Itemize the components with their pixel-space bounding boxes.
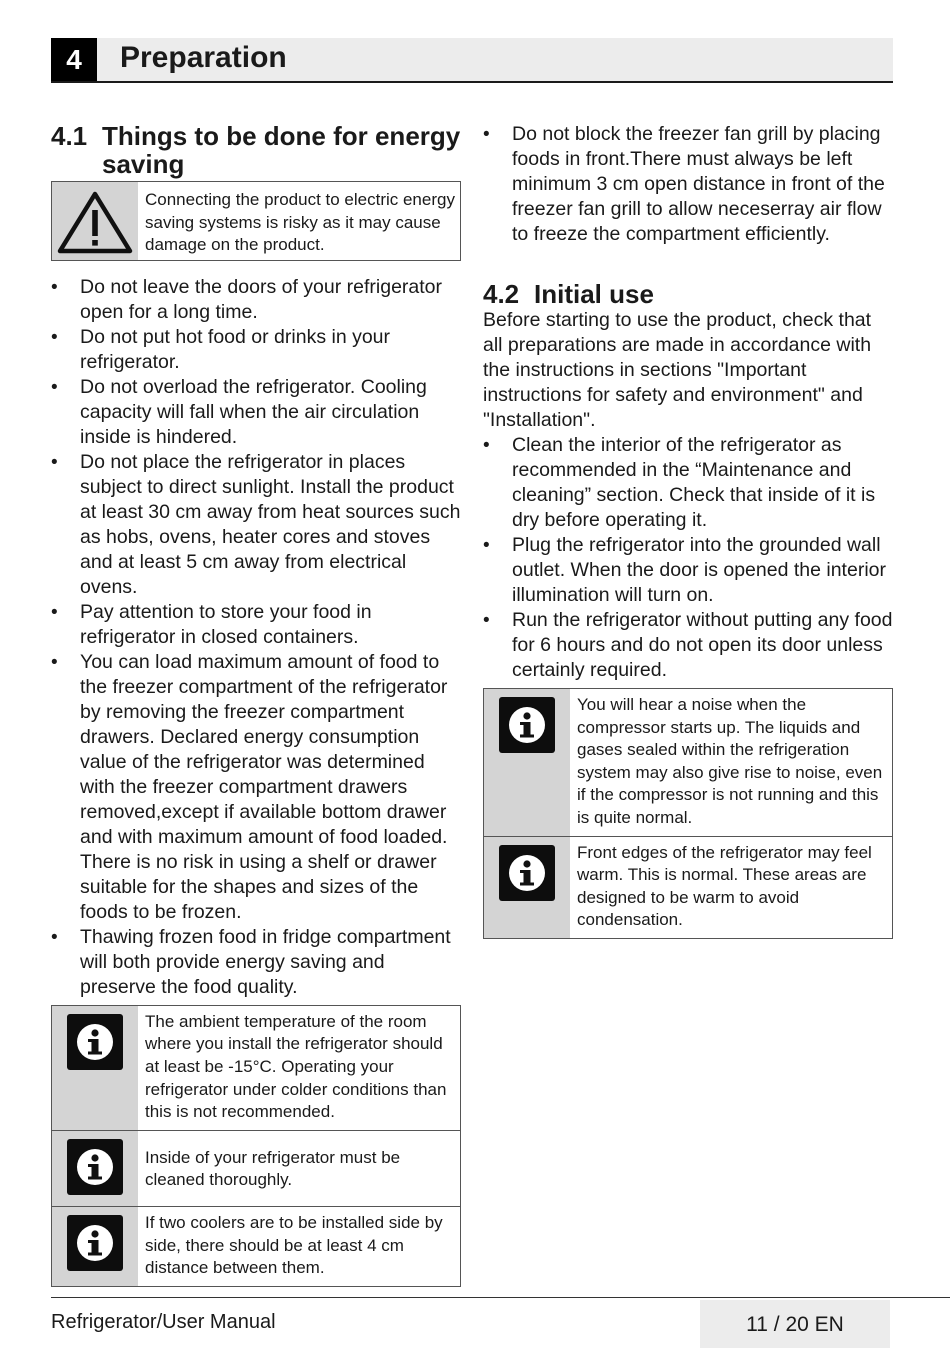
- section-title: Initial use: [534, 279, 654, 309]
- warning-icon-cell: [52, 182, 138, 260]
- section-4-1-heading: [51, 122, 461, 178]
- info-note: [483, 837, 893, 939]
- info-icon-cell: [52, 1006, 138, 1130]
- list-item: • Do not overload the refrigerator. Cooling capacity will fall when the air circulation inside is hindered.: [51, 375, 461, 450]
- section-number: 4.2: [483, 279, 520, 309]
- info-note-text: Inside of your refrigerator must be cleaned thoroughly.: [138, 1131, 460, 1206]
- info-note-text: You will hear a noise when the compressor starts up. The liquids and gases sealed within the refrigeration system may also give rise to noise, even if the compressor is not running and this is quite normal.: [570, 689, 892, 836]
- energy-saving-list: [51, 275, 461, 1000]
- chapter-header: [51, 38, 893, 83]
- chapter-title: Preparation: [120, 41, 287, 74]
- info-icon-cell: [52, 1131, 138, 1206]
- warning-triangle-icon: [57, 190, 133, 254]
- info-icon: [499, 845, 555, 901]
- footer-manual-title: Refrigerator/User Manual: [51, 1311, 276, 1333]
- list-item: • Do not place the refrigerator in places subject to direct sunlight. Install the product at least 30 cm away from heat sources such as hobs, ovens, heater cores and stoves and at least 5 cm away from electrical ovens.: [51, 450, 461, 600]
- info-note: [51, 1005, 461, 1131]
- info-icon: [67, 1139, 123, 1195]
- info-icon-cell: [484, 689, 570, 836]
- list-item: • Do not leave the doors of your refrigerator open for a long time.: [51, 275, 461, 325]
- list-item: • Pay attention to store your food in refrigerator in closed containers.: [51, 600, 461, 650]
- info-note: [51, 1131, 461, 1207]
- footer-divider: [51, 1297, 950, 1298]
- list-item: • Clean the interior of the refrigerator as recommended in the “Maintenance and cleaning” section. Check that inside of it is dry before operating it.: [483, 433, 893, 533]
- info-icon: [67, 1014, 123, 1070]
- right-column: [483, 122, 893, 939]
- info-note: [51, 1207, 461, 1287]
- info-note-text: The ambient temperature of the room where you install the refrigerator should at least be -15°C. Operating your refrigerator under colder conditions than this is not recommended.: [138, 1006, 460, 1130]
- section-4-2-heading: [483, 280, 893, 308]
- initial-use-list: [483, 433, 893, 683]
- list-item: • Plug the refrigerator into the grounded wall outlet. When the door is opened the interior illumination will turn on.: [483, 533, 893, 608]
- warning-note-text: Connecting the product to electric energy saving systems is risky as it may cause damage on the product.: [138, 182, 460, 260]
- warning-note: [51, 181, 461, 261]
- initial-use-intro: Before starting to use the product, check that all preparations are made in accordance with the instructions in sections "Important instructions for safety and environment" and "Installation".: [483, 309, 872, 431]
- continued-list: [483, 122, 893, 247]
- section-number: 4.1: [51, 121, 88, 151]
- info-note: [483, 688, 893, 837]
- info-notes-group: [51, 1005, 461, 1287]
- info-note-text: Front edges of the refrigerator may feel warm. This is normal. These areas are designed to be warm to avoid condensation.: [570, 837, 892, 938]
- list-item: • Run the refrigerator without putting any food for 6 hours and do not open its door unless certainly required.: [483, 608, 893, 683]
- footer-page-number: 11 / 20 EN: [700, 1300, 890, 1348]
- info-icon-cell: [52, 1207, 138, 1286]
- list-item: • Thawing frozen food in fridge compartment will both provide energy saving and preserve the food quality.: [51, 925, 461, 1000]
- info-icon: [499, 697, 555, 753]
- info-icon-cell: [484, 837, 570, 938]
- list-item: • Do not block the freezer fan grill by placing foods in front.There must always be left minimum 3 cm open distance in front of the freezer fan grill to allow neceserray air flow to freeze the compartment efficiently.: [483, 122, 893, 247]
- info-note-text: If two coolers are to be installed side by side, there should be at least 4 cm distance between them.: [138, 1207, 460, 1286]
- chapter-number: 4: [51, 38, 97, 81]
- list-item: • Do not put hot food or drinks in your refrigerator.: [51, 325, 461, 375]
- left-column: [51, 122, 461, 1287]
- section-title: Things to be done for energy saving: [102, 121, 461, 179]
- list-item: • You can load maximum amount of food to the freezer compartment of the refrigerator by removing the freezer compartment drawers. Declared energy consumption value of the refrigerator was determined with the freezer compartment drawers removed,except if available bottom drawer and with maximum amount of food loaded. There is no risk in using a shelf or drawer suitable for the shapes and sizes of the foods to be frozen.: [51, 650, 461, 925]
- info-icon: [67, 1215, 123, 1271]
- info-notes-group: [483, 688, 893, 939]
